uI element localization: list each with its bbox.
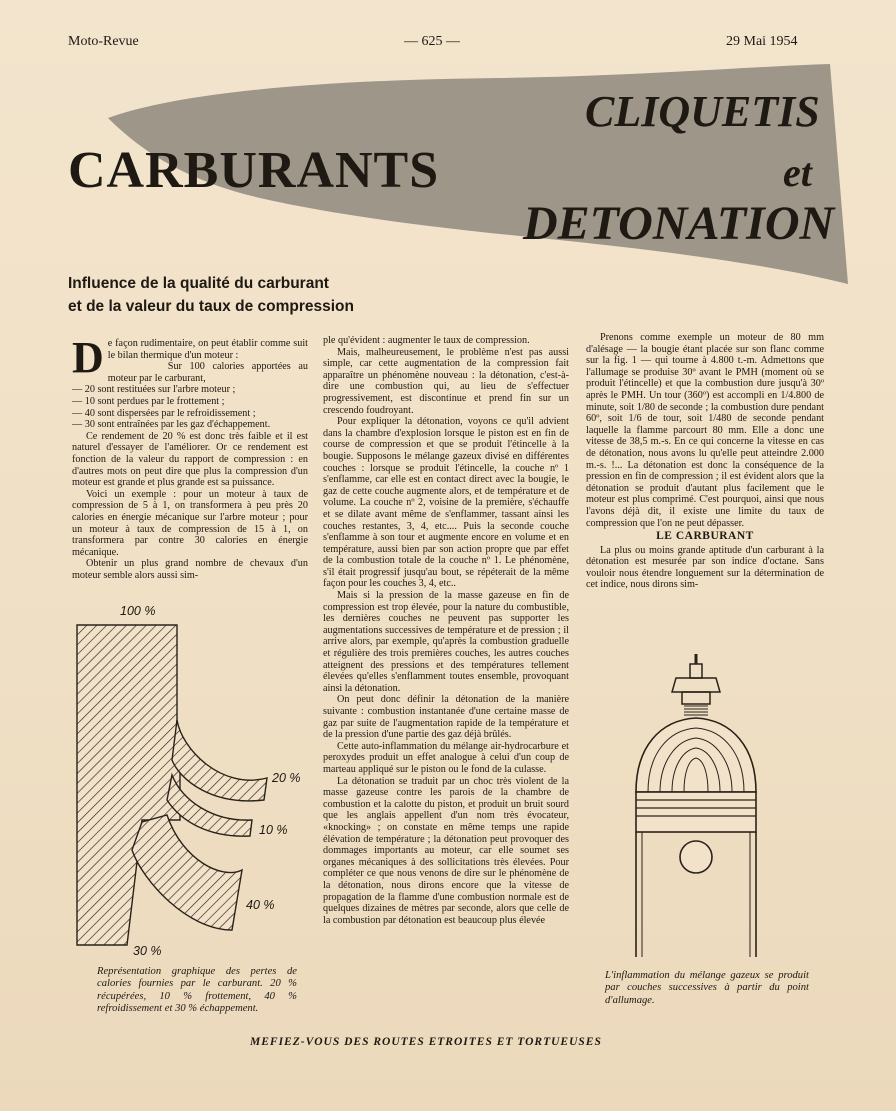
page-footer-slogan: MEFIEZ-VOUS DES ROUTES ETROITES ET TORTUEUSES <box>250 1036 602 1048</box>
col1-list-item: — 30 sont entraînées par les gaz d'échappement. <box>72 419 271 431</box>
drop-cap: D <box>72 333 104 382</box>
col2-paragraph-5: On peut donc définir la détonation de la manière suivante : combustion instantanée d'une certaine masse de gaz par suite de l'augmentation rapide de la température et de la pression d'une partie des gaz déjà brûlés. <box>323 694 569 741</box>
chart-label-20: 20 % <box>272 771 301 785</box>
col2-paragraph-6: Cette auto-inflammation du mélange air-hydrocarbure et peroxydes produit un effet analogue à celui d'un coup de marteau appliqué sur le piston ou le fond de la culasse. <box>323 740 569 775</box>
article-column-1 <box>72 333 308 581</box>
chart-label-40: 40 % <box>246 898 275 912</box>
title-et: et <box>783 150 812 195</box>
flow-20 <box>172 720 267 801</box>
col1-paragraph-2: Sur 100 calories apportées au moteur par le carburant, <box>107 361 308 384</box>
col3-paragraph-2: La plus ou moins grande aptitude d'un carburant à la détonation est mesurée par son indice d'octane. Sans vouloir nous étendre longuement sur la détermination de cet indice, nous dirons sim- <box>586 544 824 591</box>
col1-list-item: — 40 sont dispersées par le refroidissement ; <box>72 407 256 419</box>
header-page-number: — 625 — <box>404 34 460 49</box>
subtitle-line-2: et de la valeur du taux de compression <box>68 298 354 315</box>
col1-list-item: — 10 sont perdues par le frottement ; <box>72 395 225 407</box>
col1-paragraph-1: e façon rudimentaire, on peut établir comme suit le bilan thermique d'un moteur : <box>107 338 308 361</box>
col2-paragraph-1: ple qu'évident : augmenter le taux de compression. <box>323 335 530 346</box>
subtitle-line-1: Influence de la qualité du carburant <box>68 275 329 292</box>
figure-caption: L'inflammation du mélange gazeux se produit par couches successives à partir du point d'allumage. <box>605 970 809 1006</box>
header-magazine-name: Moto-Revue <box>68 34 139 49</box>
article-column-3 <box>586 332 824 591</box>
col1-list-item: — 20 sont restituées sur l'arbre moteur ; <box>72 384 236 396</box>
col3-paragraph-1: Prenons comme exemple un moteur de 80 mm d'alésage — la bougie étant placée sur son flanc comme sur la fig. 1 — qui tourne à 4.800 t.-m. Admettons que l'allumage se produise 30º avant le PMH (moment où se produit l'étincelle) et que la combustion dure jusqu'à 30º après le PMH. Un tour (360º) est accompli en 1/4.800 de minute, soit 1/80 de seconde ; la combustion dure pendant 60º, soit 1/6 de tour, soit 1/480 de seconde pendant laquelle la flamme parcourt 80 mm. Elle a donc une vitesse de 38,5 m.-s. En ce qui concerne la vitesse en cas de détonation, nous avons lu qu'elle peut atteindre 2.000 m.-s. !... La détonation est donc la conséquence de la pression en fin de compression ; il est évident alors que la détonation se produit d'autant plus facilement que le moteur est plus comprimé. C'est pourquoi, ainsi que nous l'avons déjà dit, il existe une limite du taux de compression que l'on ne peut dépasser. <box>586 332 824 529</box>
title-detonation: DETONATION <box>523 197 835 250</box>
col1-paragraph-5: Obtenir un plus grand nombre de chevaux d'un moteur semble alors aussi sim- <box>72 558 308 581</box>
col2-paragraph-3: Pour expliquer la détonation, voyons ce qu'il advient dans la chambre d'explosion lorsque le piston est en fin de course de compression et que se produit l'étincelle à la bougie. Supposons le mélange gazeux divisé en différentes couches : lorsque se produit l'étincelle, la couche nº 1 s'enflamme, car elle est en contact direct avec la bougie, le gaz de cette couche augmente alors, et de température et de volume. La couche nº 2, voisine de la première, s'échauffe et se dilate avant même de s'enflammer, tassant ainsi les couches restantes, 3, 4, etc.... Puis la seconde couche s'enflamme à son tour et augmente encore en volume et en température, aussi bien par son action propre que par effet de la combustion totale de la couche nº 1. Le phénomène, s'il était progressif jusqu'au bout, se répéterait de la même façon pour les couches 3, 4, etc.. <box>323 416 569 590</box>
col2-paragraph-4: Mais si la pression de la masse gazeuse en fin de compression est trop élevée, pour la nature du combustible, les dernières couches ne peuvent pas supporter les augmentations successives de température et de pression ; il arrive alors, par exemple, qu'après la combustion graduelle et régulière des trois premières couches, les autres couches atteignent des pressions et des températures tellement élevées qu'elles s'enflamment toutes ensemble, provoquant ainsi la détonation. <box>323 590 569 694</box>
title-carburants: CARBURANTS <box>68 142 440 199</box>
chart-caption: Représentation graphique des pertes de calories fournies par le carburant. 20 % récupérées, 10 % frottement, 40 % refroidissement et 30 % échappement. <box>97 966 297 1014</box>
piston-illustration <box>630 652 780 962</box>
section-heading-carburant: LE CARBURANT <box>656 530 754 543</box>
header-date: 29 Mai 1954 <box>726 34 798 49</box>
col1-paragraph-4: Voici un exemple : pour un moteur à taux de compression de 5 à 1, on transformera à peu près 20 calories en énergie mécanique sur l'arbre moteur ; pour un moteur à taux de compression de 15 à 1, on transformera par contre 30 calories en énergie mécanique. <box>72 488 308 558</box>
chart-label-total: 100 % <box>120 604 156 618</box>
col1-paragraph-3: Ce rendement de 20 % est donc très faible et il est naturel d'essayer de l'améliorer. Or ce rendement est fonction de la valeur du rapport de compression : en d'autres mots on peut dire que plus la compression d'un moteur est grande et plus grande est sa puissance. <box>72 430 308 489</box>
article-subtitle <box>68 272 428 318</box>
col2-paragraph-7: La détonation se traduit par un choc très violent de la masse gazeuse contre les parois de la chambre de combustion et la calotte du piston, et produit un bruit sourd que les anglais appellent d'un nom très évocateur, «knocking» ; on constate en même temps une rapide élévation de température ; la détonation peut provoquer des dommages importants au moteur, car elle soumet ses organes mécaniques à des sollicitations très élevées. Pour compléter ce que nous venons de dire sur le phénomène de la détonation, nous dirons encore que la vitesse de propagation de la flamme d'une combustion normale est de quelques dizaines de mètres par seconde, alors que celle de la combustion par détonation est beaucoup plus élevée <box>323 775 569 926</box>
article-column-2 <box>323 335 569 926</box>
col2-paragraph-2: Mais, malheureusement, le problème n'est pas aussi simple, car cette augmentation de la compression fait apparaître un phénomène nouveau : la détonation, c'est-à-dire une combustion qui, au lieu de s'effectuer progressivement, est discontinue et prend fin sur un crescendo foudroyant. <box>323 346 569 416</box>
chart-label-30: 30 % <box>133 944 162 958</box>
chart-label-10: 10 % <box>259 823 288 837</box>
title-cliquetis: CLIQUETIS <box>585 87 820 136</box>
